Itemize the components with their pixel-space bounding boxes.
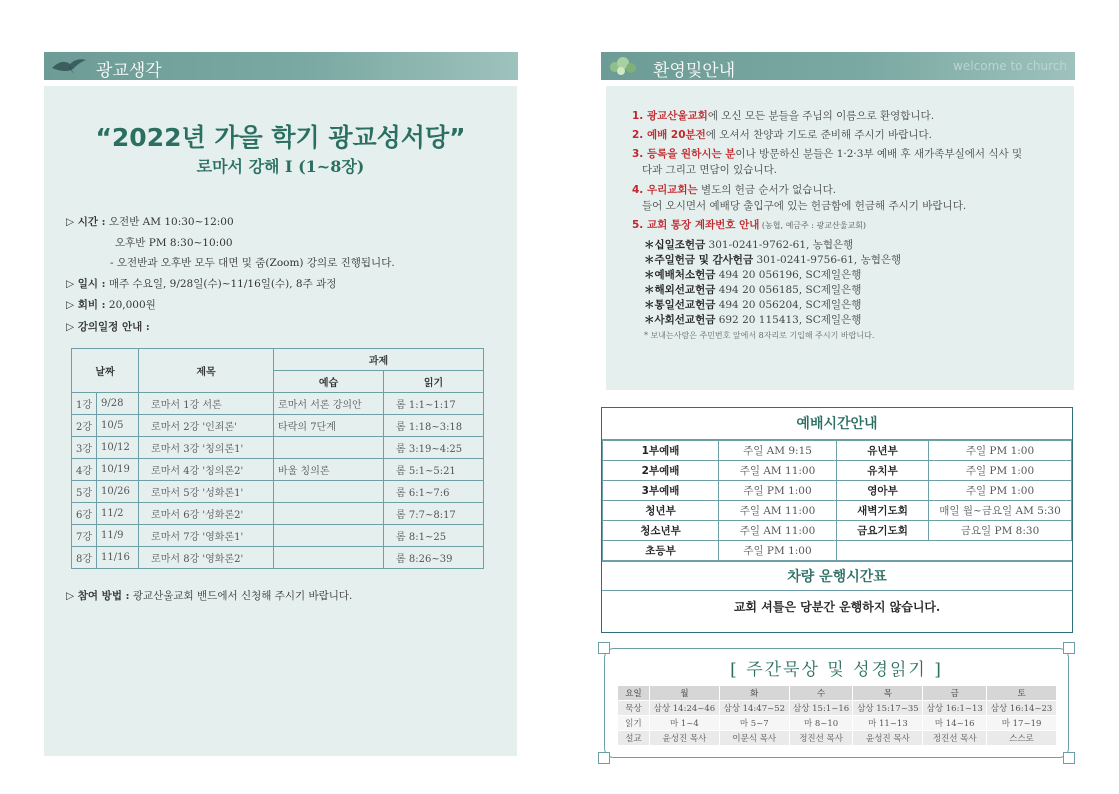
table-row: 묵상 삼상 14:24~46 삼상 14:47~52 삼상 15:1~16 삼상 15:17~35 삼상 16:1~13 삼상 16:14~23 [618,701,1057,716]
table-row: 3부예배 주일 PM 1:00 영아부 주일 PM 1:00 [603,481,1072,501]
table-row: 7강 11/9 로마서 7강 '영화론1' 롬 8:1~25 [72,525,484,547]
table-row: 3강 10/12 로마서 3강 '칭의론1' 롬 3:19~4:25 [72,437,484,459]
col-title: 제목 [139,349,274,393]
worship-schedule-box [601,407,1073,633]
worship-table [602,440,1072,561]
account-overseas: ＊해외선교헌금 494 20 056185, SC제일은행 [644,284,862,296]
meditation-title: [ 주간묵상 및 성경읽기 ] [730,660,943,680]
welcome-item-5: 5. 교회 통장 계좌번호 안내 (농협, 예금주 : 광교산울교회) [632,219,867,231]
table-row: 초등부 주일 PM 1:00 [603,541,1072,561]
time-value-1: 오전반 AM 10:30~12:00 [108,216,234,228]
bible-school-panel [44,86,517,756]
join-value: 광교산울교회 밴드에서 신청해 주시기 바랍니다. [132,590,353,602]
col-read: 읽기 [384,371,484,393]
fee-value: 20,000원 [108,299,156,311]
join-label: ▷ 참여 방법 : [66,590,130,602]
bus-note: 교회 셔틀은 당분간 운행하지 않습니다. [733,600,941,614]
welcome-item-4: 4. 우리교회는 별도의 헌금 순서가 없습니다. [632,184,837,196]
table-row: 읽기 마 1~4 마 5~7 마 8~10 마 11~13 마 14~16 마 17~19 [618,716,1057,731]
table-row: 5강 10/26 로마서 5강 '성화론1' 롬 6:1~7:6 [72,481,484,503]
welcome-item-3-cont: 다과 그리고 면담이 있습니다. [642,164,778,176]
welcome-item-2: 2. 예배 20분전에 오셔서 찬양과 기도로 준비해 주시기 바랍니다. [632,129,933,141]
time-label: ▷ 시간 : [66,216,106,228]
section-title: 환영및안내 [653,61,736,81]
col-prep: 예습 [274,371,384,393]
fee-label: ▷ 회비 : [66,299,106,311]
account-social: ＊사회선교헌금 692 20 115413, SC제일은행 [644,314,862,326]
table-row: 1부예배 주일 AM 9:15 유년부 주일 PM 1:00 [603,441,1072,461]
frame-corner [1063,752,1075,764]
table-row: 청소년부 주일 AM 11:00 금요기도회 금요일 PM 8:30 [603,521,1072,541]
account-tithe: ＊십일조헌금 301-0241-9762-61, 농협은행 [644,239,854,251]
lecture-schedule-table [71,348,484,569]
col-task: 과제 [274,349,484,371]
frame-corner [1063,642,1075,654]
account-unification: ＊통일선교헌금 494 20 056204, SC제일은행 [644,299,862,311]
welcome-item-3: 3. 등록을 원하시는 분이나 방문하신 분들은 1·2·3부 예배 후 새가족부실에서 식사 및 [632,148,1023,160]
time-value-2: 오후반 PM 8:30~10:00 [115,237,233,249]
meditation-table [617,685,1057,746]
section-title: 광교생각 [96,61,162,81]
dove-icon [50,56,88,76]
page-subtitle: 로마서 강해 I (1~8장) [196,157,365,176]
date-line [66,276,336,291]
page-title: “2022년 가을 학기 광교성서당” [95,123,466,152]
worship-title: 예배시간안내 [602,408,1072,440]
table-row: 2강 10/5 로마서 2강 '인죄론' 타락의 7단계 롬 1:18~3:18 [72,415,484,437]
weekly-meditation-box [604,648,1069,758]
welcome-item-4-cont: 들어 오시면서 예배당 출입구에 있는 헌금함에 헌금해 주시기 바랍니다. [642,200,967,212]
section-english-title: welcome to church [953,59,1067,73]
account-worship-place: ＊예배처소헌금 494 20 056196, SC제일은행 [644,269,862,281]
account-note: * 보내는사람은 주민번호 앞에서 8자리로 기입해 주시기 바랍니다. [644,331,875,340]
left-section-header [44,52,518,80]
table-row: 설교 윤성진 목사 이문식 목사 정진선 목사 윤성진 목사 정진선 목사 스스로 [618,731,1057,746]
time-value-3: - 오전반과 오후반 모두 대면 및 줌(Zoom) 강의로 진행됩니다. [110,257,395,269]
table-row: 8강 11/16 로마서 8강 '영화론2' 롬 8:26~39 [72,547,484,569]
welcome-item-1: 1. 광교산울교회에 오신 모든 분들을 주님의 이름으로 환영합니다. [632,110,935,122]
table-row: 6강 11/2 로마서 6강 '성화론2' 롬 7:7~8:17 [72,503,484,525]
welcome-panel [606,86,1074,390]
date-label: ▷ 일시 : [66,278,106,290]
table-row: 청년부 주일 AM 11:00 새벽기도회 매일 월~금요일 AM 5:30 [603,501,1072,521]
table-row: 1강 9/28 로마서 1강 서론 로마서 서론 강의안 롬 1:1~1:17 [72,393,484,415]
table-row: 4강 10/19 로마서 4강 '칭의론2' 바울 칭의론 롬 5:1~5:21 [72,459,484,481]
time-line-1 [66,214,234,229]
leaf-icon [607,55,643,77]
col-date: 날짜 [72,349,139,393]
table-row: 2부예배 주일 AM 11:00 유치부 주일 PM 1:00 [603,461,1072,481]
schedule-label: ▷ 강의일정 안내 : [66,321,150,333]
right-section-header [601,52,1075,80]
frame-corner [598,752,610,764]
table-row: 요일 월 화 수 목 금 토 [618,686,1057,701]
fee-line [66,297,156,312]
account-sunday: ＊주일헌금 및 감사헌금 301-0241-9756-61, 농협은행 [644,254,902,266]
join-line [66,588,352,603]
bus-title: 차량 운행시간표 [602,561,1072,591]
frame-corner [598,642,610,654]
date-value: 매주 수요일, 9/28일(수)~11/16일(수), 8주 과정 [108,278,337,290]
